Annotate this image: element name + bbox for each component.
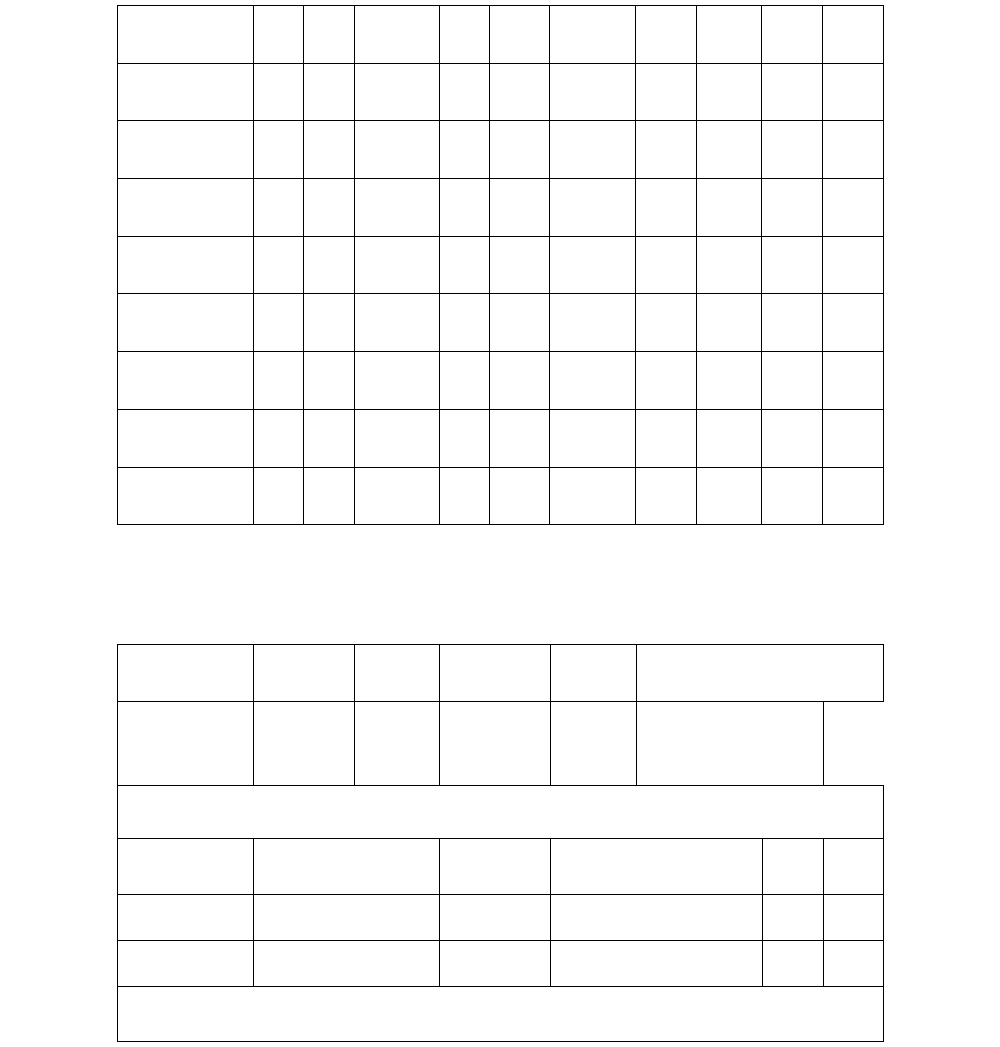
indicator-completion-cell [550, 121, 636, 179]
indicator-remark-2-cell [823, 121, 884, 179]
contact-value [637, 702, 824, 786]
self-eval-label [551, 645, 637, 702]
indicator-actual-value-cell [440, 121, 490, 179]
funds-header-executed [551, 839, 763, 895]
indicator-row [118, 236, 884, 294]
indicator-actual-value-cell [440, 467, 490, 525]
indicator-indicator-name-cell [118, 63, 254, 121]
indicator-score-cell [697, 121, 762, 179]
indicator-completion-cell [550, 294, 636, 352]
indicator-indicator-name-cell [118, 6, 254, 64]
indicator-completion-cell [550, 6, 636, 64]
indicator-score-cell [697, 467, 762, 525]
indicator-actual-value-cell [440, 236, 490, 294]
indicator-completion-cell [550, 63, 636, 121]
indicator-actual-value-cell [440, 63, 490, 121]
indicator-target-value-cell [355, 467, 440, 525]
indicator-remark-2-cell [823, 352, 884, 410]
indicator-remark-1-cell [762, 6, 823, 64]
funds-rate [763, 941, 824, 987]
indicator-row [118, 352, 884, 410]
indicator-completion-cell [550, 467, 636, 525]
funds-row-label [118, 895, 254, 941]
funds-row-label [118, 941, 254, 987]
project-name-label [118, 645, 254, 702]
indicator-unit-cell [254, 236, 304, 294]
indicator-unit-cell [254, 6, 304, 64]
funds-section-heading [118, 786, 884, 839]
indicator-remark-2-cell [823, 63, 884, 121]
indicator-unit-cell [254, 121, 304, 179]
funds-header-initial [254, 839, 440, 895]
indicator-target-value-cell [355, 409, 440, 467]
funds-header-adjusted [440, 839, 551, 895]
indicator-weight-cell [636, 294, 697, 352]
indicator-indicator-name-cell [118, 179, 254, 237]
indicator-weight-cell [636, 409, 697, 467]
indicator-deviation-cell [490, 179, 550, 237]
goals-section-row [118, 987, 884, 1042]
indicator-remark-2-cell [823, 179, 884, 237]
indicator-remark-2-cell [823, 294, 884, 352]
funds-header-rate [763, 839, 824, 895]
indicator-remark-1-cell [762, 236, 823, 294]
indicator-weight-cell [636, 179, 697, 237]
indicator-target-value-cell [355, 121, 440, 179]
project-code-label [355, 645, 440, 702]
indicator-indicator-name-cell [118, 467, 254, 525]
indicator-indicator-name-cell [118, 409, 254, 467]
indicator-remark-1-cell [762, 294, 823, 352]
indicator-remark-1-cell [762, 352, 823, 410]
indicator-deviation-cell [490, 121, 550, 179]
indicator-remark-1-cell [762, 409, 823, 467]
indicator-weight-cell [636, 352, 697, 410]
indicator-actual-value-cell [440, 409, 490, 467]
funds-section-row [118, 786, 884, 839]
funds-header-weight [824, 839, 884, 895]
funds-initial [254, 941, 440, 987]
project-info-row [118, 645, 884, 702]
indicator-table [117, 5, 884, 525]
indicator-target-value-cell [355, 352, 440, 410]
indicator-score-cell [697, 236, 762, 294]
indicator-deviation-cell [490, 236, 550, 294]
indicator-weight-cell [636, 121, 697, 179]
indicator-indicator-name-cell [118, 352, 254, 410]
indicator-deviation-cell [490, 467, 550, 525]
indicator-unit-cell [254, 467, 304, 525]
funds-header-row [118, 839, 884, 895]
funds-header-blank [118, 839, 254, 895]
funds-executed [551, 895, 763, 941]
indicator-weight-cell [636, 467, 697, 525]
indicator-unit-cell [254, 294, 304, 352]
indicator-operator-cell [304, 179, 355, 237]
indicator-score-cell [697, 294, 762, 352]
funds-weight [824, 895, 884, 941]
indicator-actual-value-cell [440, 6, 490, 64]
indicator-remark-2-cell [823, 236, 884, 294]
indicator-operator-cell [304, 63, 355, 121]
indicator-unit-cell [254, 179, 304, 237]
indicator-indicator-name-cell [118, 121, 254, 179]
indicator-target-value-cell [355, 179, 440, 237]
indicator-actual-value-cell [440, 179, 490, 237]
contact-label [551, 702, 637, 786]
indicator-remark-2-cell [823, 467, 884, 525]
indicator-deviation-cell [490, 6, 550, 64]
indicator-target-value-cell [355, 63, 440, 121]
indicator-row [118, 409, 884, 467]
indicator-score-cell [697, 409, 762, 467]
indicator-target-value-cell [355, 294, 440, 352]
indicator-row [118, 121, 884, 179]
indicator-operator-cell [304, 294, 355, 352]
self-evaluation-form [117, 644, 884, 1042]
indicator-row [118, 179, 884, 237]
indicator-operator-cell [304, 121, 355, 179]
self-eval-score [637, 645, 884, 702]
indicator-operator-cell [304, 409, 355, 467]
indicator-row [118, 6, 884, 64]
indicator-operator-cell [304, 6, 355, 64]
funds-row-total [118, 895, 884, 941]
finance-office-value [440, 702, 551, 786]
indicator-deviation-cell [490, 63, 550, 121]
indicator-remark-1-cell [762, 121, 823, 179]
indicator-deviation-cell [490, 409, 550, 467]
indicator-weight-cell [636, 236, 697, 294]
indicator-row [118, 467, 884, 525]
indicator-actual-value-cell [440, 352, 490, 410]
indicator-score-cell [697, 352, 762, 410]
dept-value [254, 702, 355, 786]
indicator-completion-cell [550, 236, 636, 294]
indicator-indicator-name-cell [118, 294, 254, 352]
dept-label [118, 702, 254, 786]
funds-rate [763, 895, 824, 941]
indicator-score-cell [697, 63, 762, 121]
funds-row-fiscal [118, 941, 884, 987]
indicator-table-body [118, 6, 884, 525]
funds-initial [254, 895, 440, 941]
indicator-operator-cell [304, 352, 355, 410]
funds-adjusted [440, 895, 551, 941]
indicator-deviation-cell [490, 294, 550, 352]
indicator-remark-1-cell [762, 179, 823, 237]
indicator-row [118, 294, 884, 352]
funds-adjusted [440, 941, 551, 987]
indicator-remark-2-cell [823, 409, 884, 467]
indicator-remark-1-cell [762, 467, 823, 525]
indicator-completion-cell [550, 352, 636, 410]
indicator-operator-cell [304, 467, 355, 525]
indicator-operator-cell [304, 236, 355, 294]
finance-office-label [355, 702, 440, 786]
indicator-indicator-name-cell [118, 236, 254, 294]
indicator-completion-cell [550, 409, 636, 467]
indicator-completion-cell [550, 179, 636, 237]
dept-info-row [118, 702, 884, 786]
indicator-remark-2-cell [823, 6, 884, 64]
indicator-weight-cell [636, 63, 697, 121]
funds-executed [551, 941, 763, 987]
indicator-unit-cell [254, 352, 304, 410]
indicator-row [118, 63, 884, 121]
indicator-remark-1-cell [762, 63, 823, 121]
indicator-target-value-cell [355, 236, 440, 294]
project-code-value [440, 645, 551, 702]
indicator-unit-cell [254, 63, 304, 121]
indicator-weight-cell [636, 6, 697, 64]
indicator-score-cell [697, 179, 762, 237]
funds-weight [824, 941, 884, 987]
indicator-target-value-cell [355, 6, 440, 64]
indicator-score-cell [697, 6, 762, 64]
indicator-deviation-cell [490, 352, 550, 410]
project-name-value [254, 645, 355, 702]
indicator-unit-cell [254, 409, 304, 467]
indicator-actual-value-cell [440, 294, 490, 352]
goals-section-heading [118, 987, 884, 1042]
